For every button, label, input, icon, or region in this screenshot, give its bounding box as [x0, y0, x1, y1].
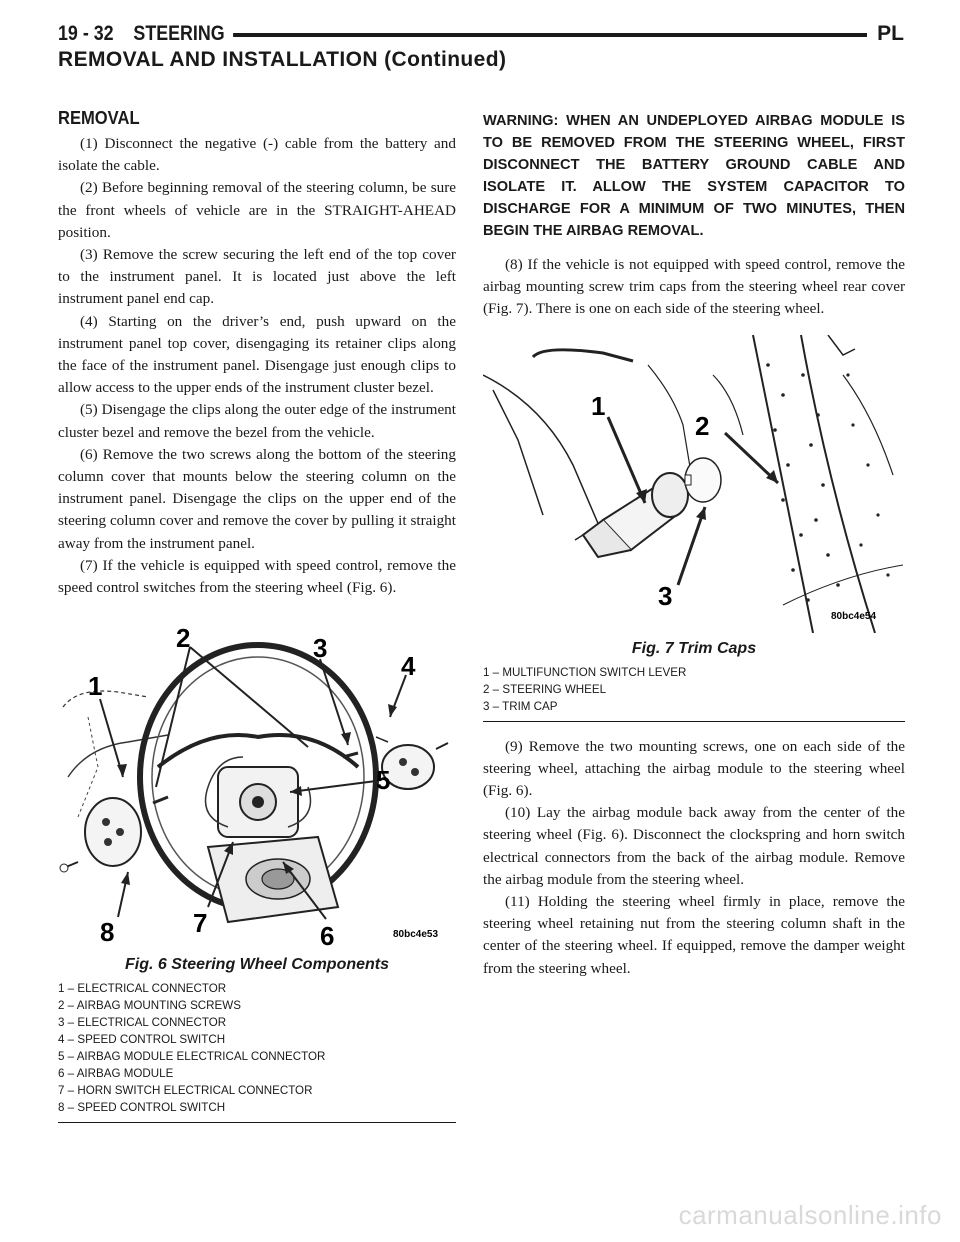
model-code: PL	[867, 22, 904, 46]
fig6-legend-3: 3 – ELECTRICAL CONNECTOR	[58, 1016, 227, 1030]
step-11: (11) Holding the steering wheel firmly in place, remove the steering wheel retaining nut from the steering column shaft in the center of the steering wheel. If equipped, remove the damper weight from the steering wheel.	[483, 893, 905, 977]
fig6-callout-2: 2	[176, 623, 191, 654]
step-9: (9) Remove the two mounting screws, one on each side of the steering wheel, attaching the airbag module to the steering wheel (Fig. 6).	[483, 737, 905, 800]
figure-6	[58, 617, 456, 1123]
fig6-callout-6: 6	[320, 921, 335, 950]
removal-heading: REMOVAL	[58, 108, 140, 128]
steering-wheel-components-illustration	[58, 617, 456, 949]
step-7: (7) If the vehicle is equipped with speed control, remove the speed control switches from the steering wheel (Fig. 6).	[58, 556, 456, 597]
step-10: (10) Lay the airbag module back away from the center of the steering wheel (Fig. 6). Disconnect the clockspring and horn switch electrical connectors from the back of the airbag module. Remove the airbag module from the steering wheel.	[483, 804, 905, 888]
fig6-callout-7: 7	[193, 908, 208, 939]
trim-caps-illustration	[483, 335, 905, 633]
fig7-code: 80bc4e54	[831, 610, 877, 622]
airbag-warning: WARNING: WHEN AN UNDEPLOYED AIRBAG MODULE IS TO BE REMOVED FROM THE STEERING WHEEL, FIRST DISCONNECT THE BATTERY GROUND CABLE AND ISOLATE IT. ALLOW THE SYSTEM CAPACITOR TO DISCHARGE FOR A MINIMUM OF TWO MINUTES, THEN BEGIN THE AIRBAG REMOVAL.	[483, 113, 905, 239]
step-6: (6) Remove the two screws along the bottom of the steering column cover that mounts below the steering column on the instrument panel. Disengage the clips on the upper end of the steering column cover and remove the cover by pulling it straight away from the instrument panel.	[58, 445, 456, 552]
step-4: (4) Starting on the driver’s end, push upward on the instrument panel top cover, disengaging its retainer clips along the face of the instrument panel. Disengage just enough clips to allow access to the upper ends of the instrument cluster bezel.	[58, 312, 456, 397]
step-2: (2) Before beginning removal of the steering column, be sure the front wheels of vehicle are in the STRAIGHT-AHEAD position.	[58, 179, 456, 241]
step-1: (1) Disconnect the negative (-) cable from the battery and isolate the cable.	[58, 135, 456, 175]
fig6-callout-5: 5	[376, 765, 391, 796]
left-column	[58, 108, 456, 1123]
fig6-callout-4: 4	[401, 651, 416, 682]
watermark: carmanualsonline.info	[678, 1200, 942, 1230]
fig6-legend-5: 5 – AIRBAG MODULE ELECTRICAL CONNECTOR	[58, 1050, 326, 1064]
fig7-legend-3: 3 – TRIM CAP	[483, 699, 558, 713]
fig6-callout-1: 1	[88, 671, 103, 702]
fig7-callout-2: 2	[695, 410, 710, 441]
fig6-legend-2: 2 – AIRBAG MOUNTING SCREWS	[58, 999, 241, 1013]
fig6-legend-4: 4 – SPEED CONTROL SWITCH	[58, 1033, 226, 1047]
figure-7	[483, 335, 905, 722]
section-subtitle: REMOVAL AND INSTALLATION (Continued)	[58, 48, 507, 71]
fig6-title: Fig. 6 Steering Wheel Components	[124, 956, 390, 974]
steps-9-11	[483, 736, 905, 980]
fig7-title: Fig. 7 Trim Caps	[631, 639, 757, 657]
fig6-legend-7: 7 – HORN SWITCH ELECTRICAL CONNECTOR	[58, 1084, 313, 1098]
fig6-callout-8: 8	[100, 917, 115, 948]
fig6-legend-6: 6 – AIRBAG MODULE	[58, 1067, 174, 1081]
step-5: (5) Disengage the clips along the outer edge of the instrument cluster bezel and remove the bezel from the vehicle.	[58, 401, 456, 441]
fig7-legend-2: 2 – STEERING WHEEL	[483, 682, 607, 696]
fig6-bottom-rule	[58, 1122, 456, 1123]
fig6-legend-1: 1 – ELECTRICAL CONNECTOR	[58, 982, 227, 996]
right-column	[483, 110, 905, 980]
fig7-callout-1: 1	[591, 390, 606, 421]
fig7-bottom-rule	[483, 721, 905, 722]
fig7-callout-3: 3	[658, 580, 673, 611]
step-3: (3) Remove the screw securing the left end of the top cover to the instrument panel. It is located just above the left instrument panel end cap.	[58, 246, 456, 308]
page-number-section: 19 - 32 STEERING	[58, 22, 233, 46]
fig7-legend-1: 1 – MULTIFUNCTION SWITCH LEVER	[483, 665, 687, 679]
step-8: (8) If the vehicle is not equipped with speed control, remove the airbag mounting screw trim caps from the steering wheel rear cover (Fig. 7). There is one on each side of the steering wheel.	[483, 256, 905, 318]
fig6-code: 80bc4e53	[393, 929, 439, 941]
fig6-callout-3: 3	[313, 633, 328, 664]
fig6-legend-8: 8 – SPEED CONTROL SWITCH	[58, 1101, 226, 1115]
